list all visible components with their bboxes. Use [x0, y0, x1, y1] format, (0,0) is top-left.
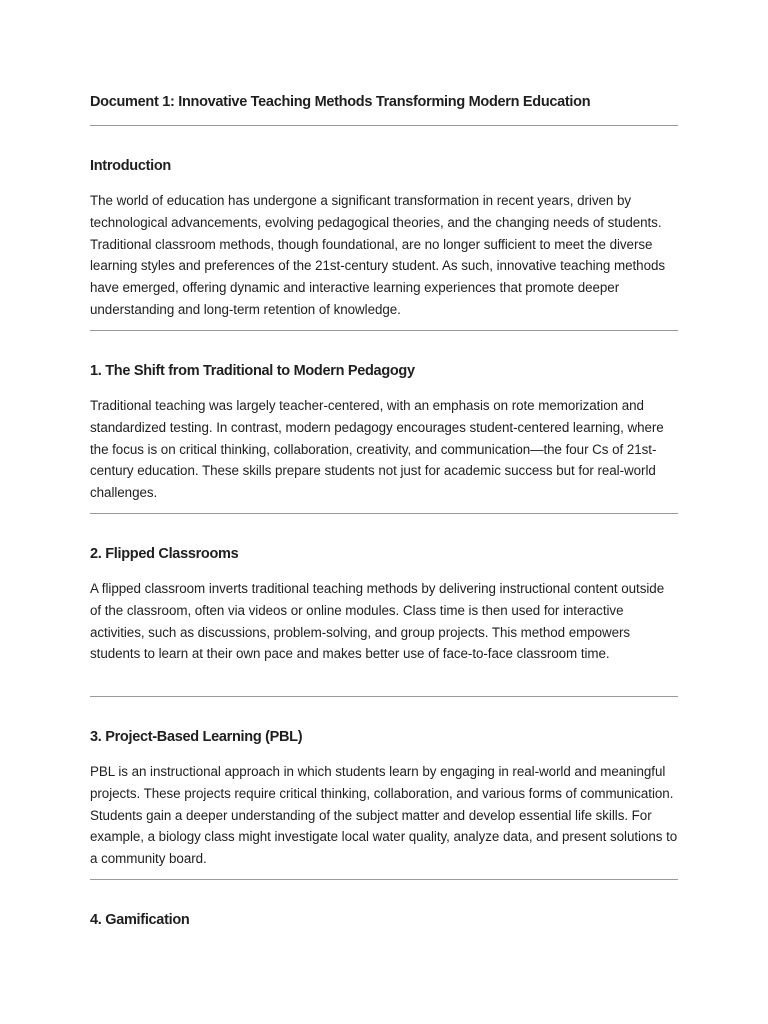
section-body: Traditional teaching was largely teacher-centered, with an emphasis on rote memorization and standardized testing. In contrast, modern pedagogy encourages student-centered learning, where the focus is on critical thinking, collaboration, creativity, and communication—the four Cs of 21st-century education. These skills prepare students not just for academic success but for real-world challenges. — [90, 398, 664, 501]
section-project-based-learning — [90, 727, 678, 870]
section-body: A flipped classroom inverts traditional teaching methods by delivering instructional content outside of the classroom, often via videos or online modules. Class time is then used for interactive activities, such as discussions, problem-solving, and group projects. This method empowers students to learn at their own pace and makes better use of face-to-face classroom time. — [90, 581, 665, 662]
divider — [90, 513, 678, 514]
section-heading: 3. Project-Based Learning (PBL) — [90, 729, 303, 745]
section-heading: 2. Flipped Classrooms — [90, 546, 239, 562]
section-heading: 1. The Shift from Traditional to Modern Pedagogy — [90, 363, 415, 379]
section-gamification — [90, 910, 678, 930]
section-heading: Introduction — [90, 158, 171, 174]
divider — [90, 330, 678, 331]
section-shift-pedagogy — [90, 361, 678, 504]
section-flipped-classrooms — [90, 544, 678, 665]
section-introduction — [90, 156, 678, 321]
divider — [90, 879, 678, 880]
section-body: The world of education has undergone a significant transformation in recent years, driven by technological advancements, evolving pedagogical theories, and the changing needs of students. Traditional classroom methods, though foundational, are no longer sufficient to meet the diverse learning styles and preferences of the 21st-century student. As such, innovative teaching methods have emerged, offering dynamic and interactive learning experiences that promote deeper understanding and long-term retention of knowledge. — [90, 193, 666, 317]
divider — [90, 125, 678, 126]
document-title: Document 1: Innovative Teaching Methods Transforming Modern Education — [90, 94, 591, 110]
section-body: PBL is an instructional approach in which students learn by engaging in real-world and meaningful projects. These projects require critical thinking, collaboration, and various forms of communication. Students gain a deeper understanding of the subject matter and develop essential life skills. For example, a biology class might investigate local water quality, analyze data, and present solutions to a community board. — [90, 764, 678, 867]
divider — [90, 696, 678, 697]
section-heading: 4. Gamification — [90, 912, 190, 928]
